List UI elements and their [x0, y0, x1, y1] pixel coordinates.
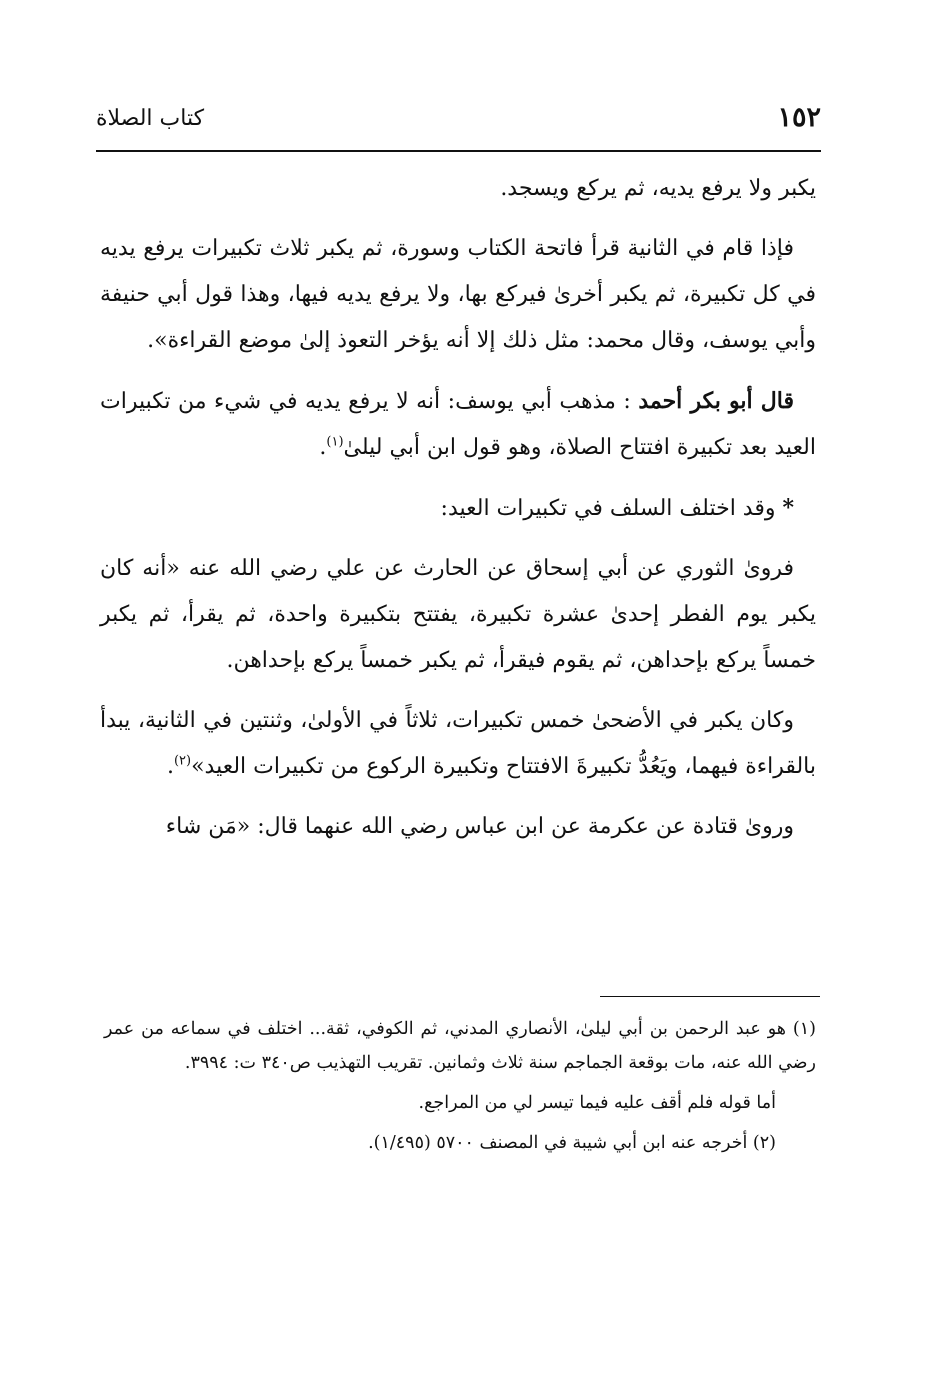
paragraph-3-text: : مذهب أبي يوسف: أنه لا يرفع يديه في شيء من تكبيرات العيد بعد تكبيرة افتتاح الصلاة، وهو قول ابن أبي ليلىٰ [100, 389, 816, 460]
paragraph-3-end: . [319, 435, 327, 460]
footnotes [104, 1012, 816, 1166]
page-number: ١٥٢ [777, 102, 821, 133]
footnote-1-note: أما قوله فلم أقف عليه فيما تيسر لي من المراجع. [418, 1093, 776, 1113]
author-name: قال أبو بكر أحمد [638, 388, 795, 414]
paragraph-4 [100, 485, 816, 532]
paragraph-6-end: . [166, 754, 174, 779]
paragraph-2: فإذا قام في الثانية قرأ فاتحة الكتاب وسورة، ثم يكبر ثلاث تكبيرات يرفع يديه في كل تكبيرة، ثم يكبر أخرىٰ فيركع بها، ولا يرفع يديه فيها، وهذا قول أبي حنيفة وأبي يوسف، وقال محمد: مثل ذلك إلا أنه يؤخر التعوذ إلىٰ موضع القراءة». [100, 236, 816, 353]
paragraph-7: وروىٰ قتادة عن عكرمة عن ابن عباس رضي الله عنهما قال: «مَن شاء [165, 814, 794, 839]
footnote-1: (١) هو عبد الرحمن بن أبي ليلىٰ، الأنصاري المدني، ثم الكوفي، ثقة... اختلف في سماعه من عمر رضي الله عنه، مات بوقعة الجماجم سنة ثلاث وثمانين. تقريب التهذيب ص٣٤٠ ت: ٣٩٩٤. [104, 1019, 816, 1073]
paragraph-5: فروىٰ الثوري عن أبي إسحاق عن الحارث عن علي رضي الله عنه «أنه كان يكبر يوم الفطر إحدىٰ عشرة تكبيرة، يفتتح بتكبيرة واحدة، ثم يقرأ، ثم يكبر خمساً يركع بإحداهن، ثم يقوم فيقرأ، ثم يكبر خمساً يركع بإحداهن. [100, 556, 816, 673]
page-header [96, 96, 821, 146]
main-text [100, 166, 816, 864]
header-divider [96, 150, 821, 152]
footnote-ref-2: (٢) [173, 753, 192, 769]
footnote-2: (٢) أخرجه عنه ابن أبي شيبة في المصنف ٥٧٠٠ (١/٤٩٥). [368, 1133, 776, 1153]
paragraph-3 [100, 378, 816, 471]
running-title: كتاب الصلاة [96, 106, 205, 131]
paragraph-4-text: وقد اختلف السلف في تكبيرات العيد: [440, 496, 783, 521]
asterisk-bullet-icon: * [782, 495, 794, 521]
footnote-ref-1: (١) [326, 434, 344, 450]
footnote-divider [600, 996, 820, 997]
paragraph-1: يكبر ولا يرفع يديه، ثم يركع ويسجد. [500, 176, 816, 201]
paragraph-6 [100, 698, 816, 790]
paragraph-6-text: وكان يكبر في الأضحىٰ خمس تكبيرات، ثلاثاً في الأولىٰ، وثنتين في الثانية، يبدأ بالقراءة فيهما، ويَعُدُّ تكبيرةَ الافتتاح وتكبيرة الركوع من تكبيرات العيد» [100, 708, 816, 779]
